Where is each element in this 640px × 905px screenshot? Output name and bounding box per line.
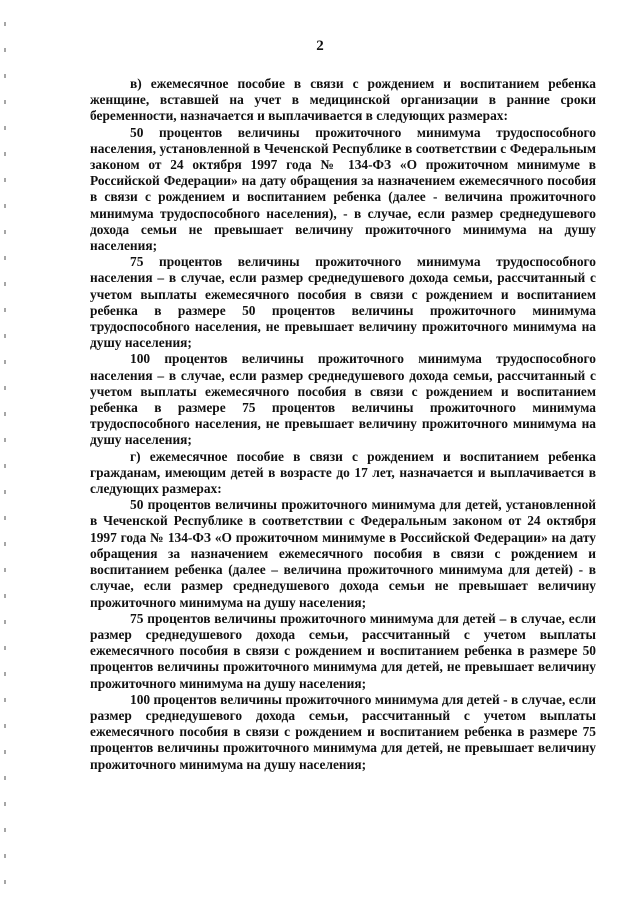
paragraph-v-50-percent: 50 процентов величины прожиточного минимума трудоспособного населения, установленной в Чеченской Республике в соответствии с Федеральным законом от 24 октября 1997 года № 134-ФЗ «О прожиточном минимуме в Российской Федерации» на дату обращения за назначением ежемесячного пособия в связи с рождением и воспитанием ребенка (далее - величина прожиточного минимума трудоспособного населения), - в случае, если размер среднедушевого дохода семьи не превышает величину прожиточного минимума на душу населения; [90,124,596,254]
scan-edge-marks [4,0,6,905]
paragraph-g-75-percent: 75 процентов величины прожиточного минимума для детей – в случае, если размер среднедушевого дохода семьи, рассчитанный с учетом выплаты ежемесячного пособия в связи с рождением и воспитанием ребенка в размере 50 процентов величины прожиточного минимума для детей, не превышает величину прожиточного минимума на душу населения; [90,610,596,691]
page-number: 2 [316,38,324,54]
paragraph-g-intro: г) ежемесячное пособие в связи с рождением и воспитанием ребенка гражданам, имеющим детей в возрасте до 17 лет, назначается и выплачивается в следующих размерах: [90,448,596,497]
paragraph-v-100-percent: 100 процентов величины прожиточного минимума трудоспособного населения – в случае, если размер среднедушевого дохода семьи, рассчитанный с учетом выплаты ежемесячного пособия в связи с рождением и воспитанием ребенка в размере 75 процентов величины прожиточного минимума трудоспособного населения, не превышает величину прожиточного минимума на душу населения; [90,351,596,448]
paragraph-g-50-percent: 50 процентов величины прожиточного минимума для детей, установленной в Чеченской Республике в соответствии с Федеральным законом от 24 октября 1997 года № 134-ФЗ «О прожиточном минимуме в Российской Федерации» на дату обращения за назначением ежемесячного пособия в связи с рождением и воспитанием ребенка (далее – величина прожиточного минимума для детей) - в случае, если размер среднедушевого дохода семьи не превышает величину прожиточного минимума на душу населения; [90,497,596,610]
paragraph-g-100-percent: 100 процентов величины прожиточного минимума для детей - в случае, если размер среднедушевого дохода семьи, рассчитанный с учетом выплаты ежемесячного пособия в связи с рождением и воспитанием ребенка в размере 75 процентов величины прожиточного минимума для детей, не превышает величину прожиточного минимума на душу населения; [90,691,596,772]
document-body [90,76,596,773]
paragraph-v-intro: в) ежемесячное пособие в связи с рождением и воспитанием ребенка женщине, вставшей на учет в медицинской организации в ранние сроки беременности, назначается и выплачивается в следующих размерах: [90,76,596,124]
paragraph-v-75-percent: 75 процентов величины прожиточного минимума трудоспособного населения – в случае, если размер среднедушевого дохода семьи, рассчитанный с учетом выплаты ежемесячного пособия в связи с рождением и воспитанием ребенка в размере 50 процентов величины прожиточного минимума трудоспособного населения, не превышает величину прожиточного минимума на душу населения; [90,254,596,351]
